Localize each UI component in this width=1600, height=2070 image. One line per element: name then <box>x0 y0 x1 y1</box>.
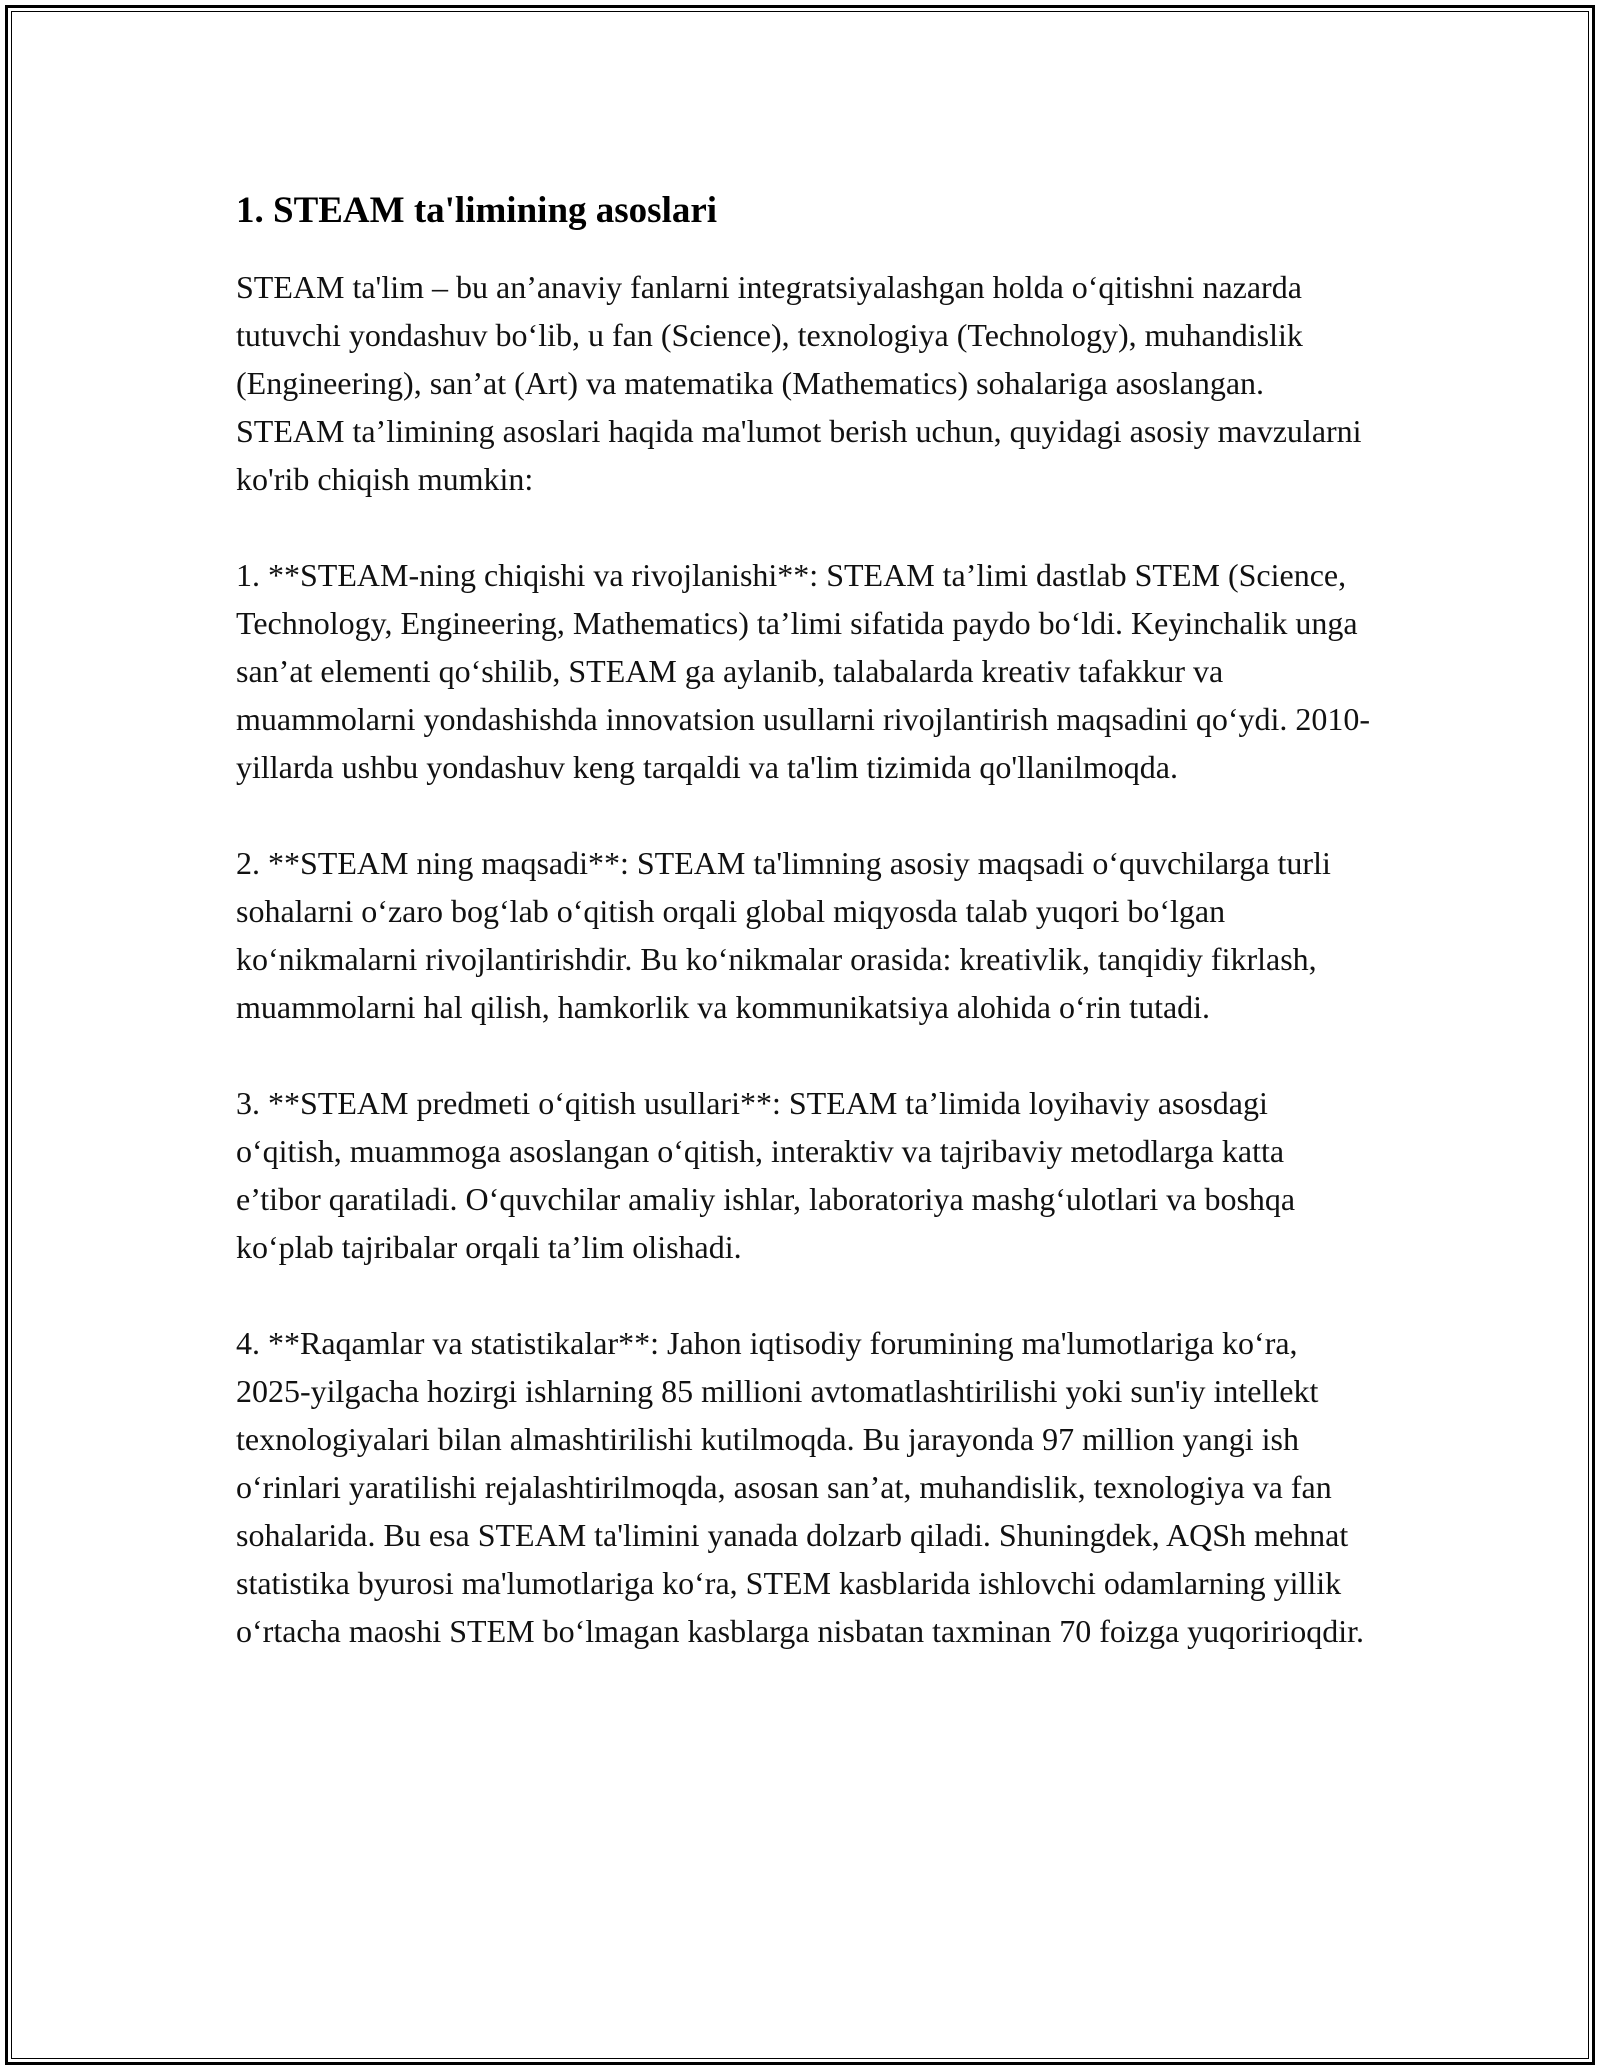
paragraph-methods: 3. **STEAM predmeti o‘qitish usullari**: STEAM ta’limida loyihaviy asosdagi o‘qitish, muammoga asoslangan o‘qitish, interaktiv va tajribaviy metodlarga katta e’tibor qaratiladi. O‘quvchilar amaliy ishlar, laboratoriya mashg‘ulotlari va boshqa ko‘plab tajribalar orqali ta’lim olishadi. <box>236 1085 1296 1265</box>
intro-paragraph: STEAM ta'lim – bu an’anaviy fanlarni integratsiyalashgan holda o‘qitishni nazarda tutuvchi yondashuv bo‘lib, u fan (Science), texnologiya (Technology), muhandislik (Engineering), san’at (Art) va matematika (Mathematics) sohalariga asoslangan. STEAM ta’limining asoslari haqida ma'lumot berish uchun, quyidagi asosiy mavzularni ko'rib chiqish mumkin: <box>236 269 1362 497</box>
document-content <box>236 185 1376 1703</box>
paragraph-goal: 2. **STEAM ning maqsadi**: STEAM ta'limning asosiy maqsadi o‘quvchilarga turli sohalarni o‘zaro bog‘lab o‘qitish orqali global miqyosda talab yuqori bo‘lgan ko‘nikmalarni rivojlantirishdir. Bu ko‘nikmalar orasida: kreativlik, tanqidiy fikrlash, muammolarni hal qilish, hamkorlik va kommunikatsiya alohida o‘rin tutadi. <box>236 845 1331 1025</box>
paragraph-origin: 1. **STEAM-ning chiqishi va rivojlanishi**: STEAM ta’limi dastlab STEM (Science, Technology, Engineering, Mathematics) ta’limi sifatida paydo bo‘ldi. Keyinchalik unga san’at elementi qo‘shilib, STEAM ga aylanib, talabalarda kreativ tafakkur va muammolarni yondashishda innovatsion usullarni rivojlantirish maqsadini qo‘ydi. 2010-yillarda ushbu yondashuv keng tarqaldi va ta'lim tizimida qo'llanilmoqda. <box>236 557 1371 785</box>
section-heading: 1. STEAM ta'limining asoslari <box>236 190 718 231</box>
paragraph-statistics: 4. **Raqamlar va statistikalar**: Jahon iqtisodiy forumining ma'lumotlariga ko‘ra, 2025-yilgacha hozirgi ishlarning 85 millioni avtomatlashtirilishi yoki sun'iy intellekt texnologiyalari bilan almashtirilishi kutilmoqda. Bu jarayonda 97 million yangi ish o‘rinlari yaratilishi rejalashtirilmoqda, asosan san’at, muhandislik, texnologiya va fan sohalarida. Bu esa STEAM ta'limini yanada dolzarb qiladi. Shuningdek, AQSh mehnat statistika byurosi ma'lumotlariga ko‘ra, STEM kasblarida ishlovchi odamlarning yillik o‘rtacha maoshi STEM bo‘lmagan kasblarga nisbatan taxminan 70 foizga yuqoririoqdir. <box>236 1325 1365 1649</box>
